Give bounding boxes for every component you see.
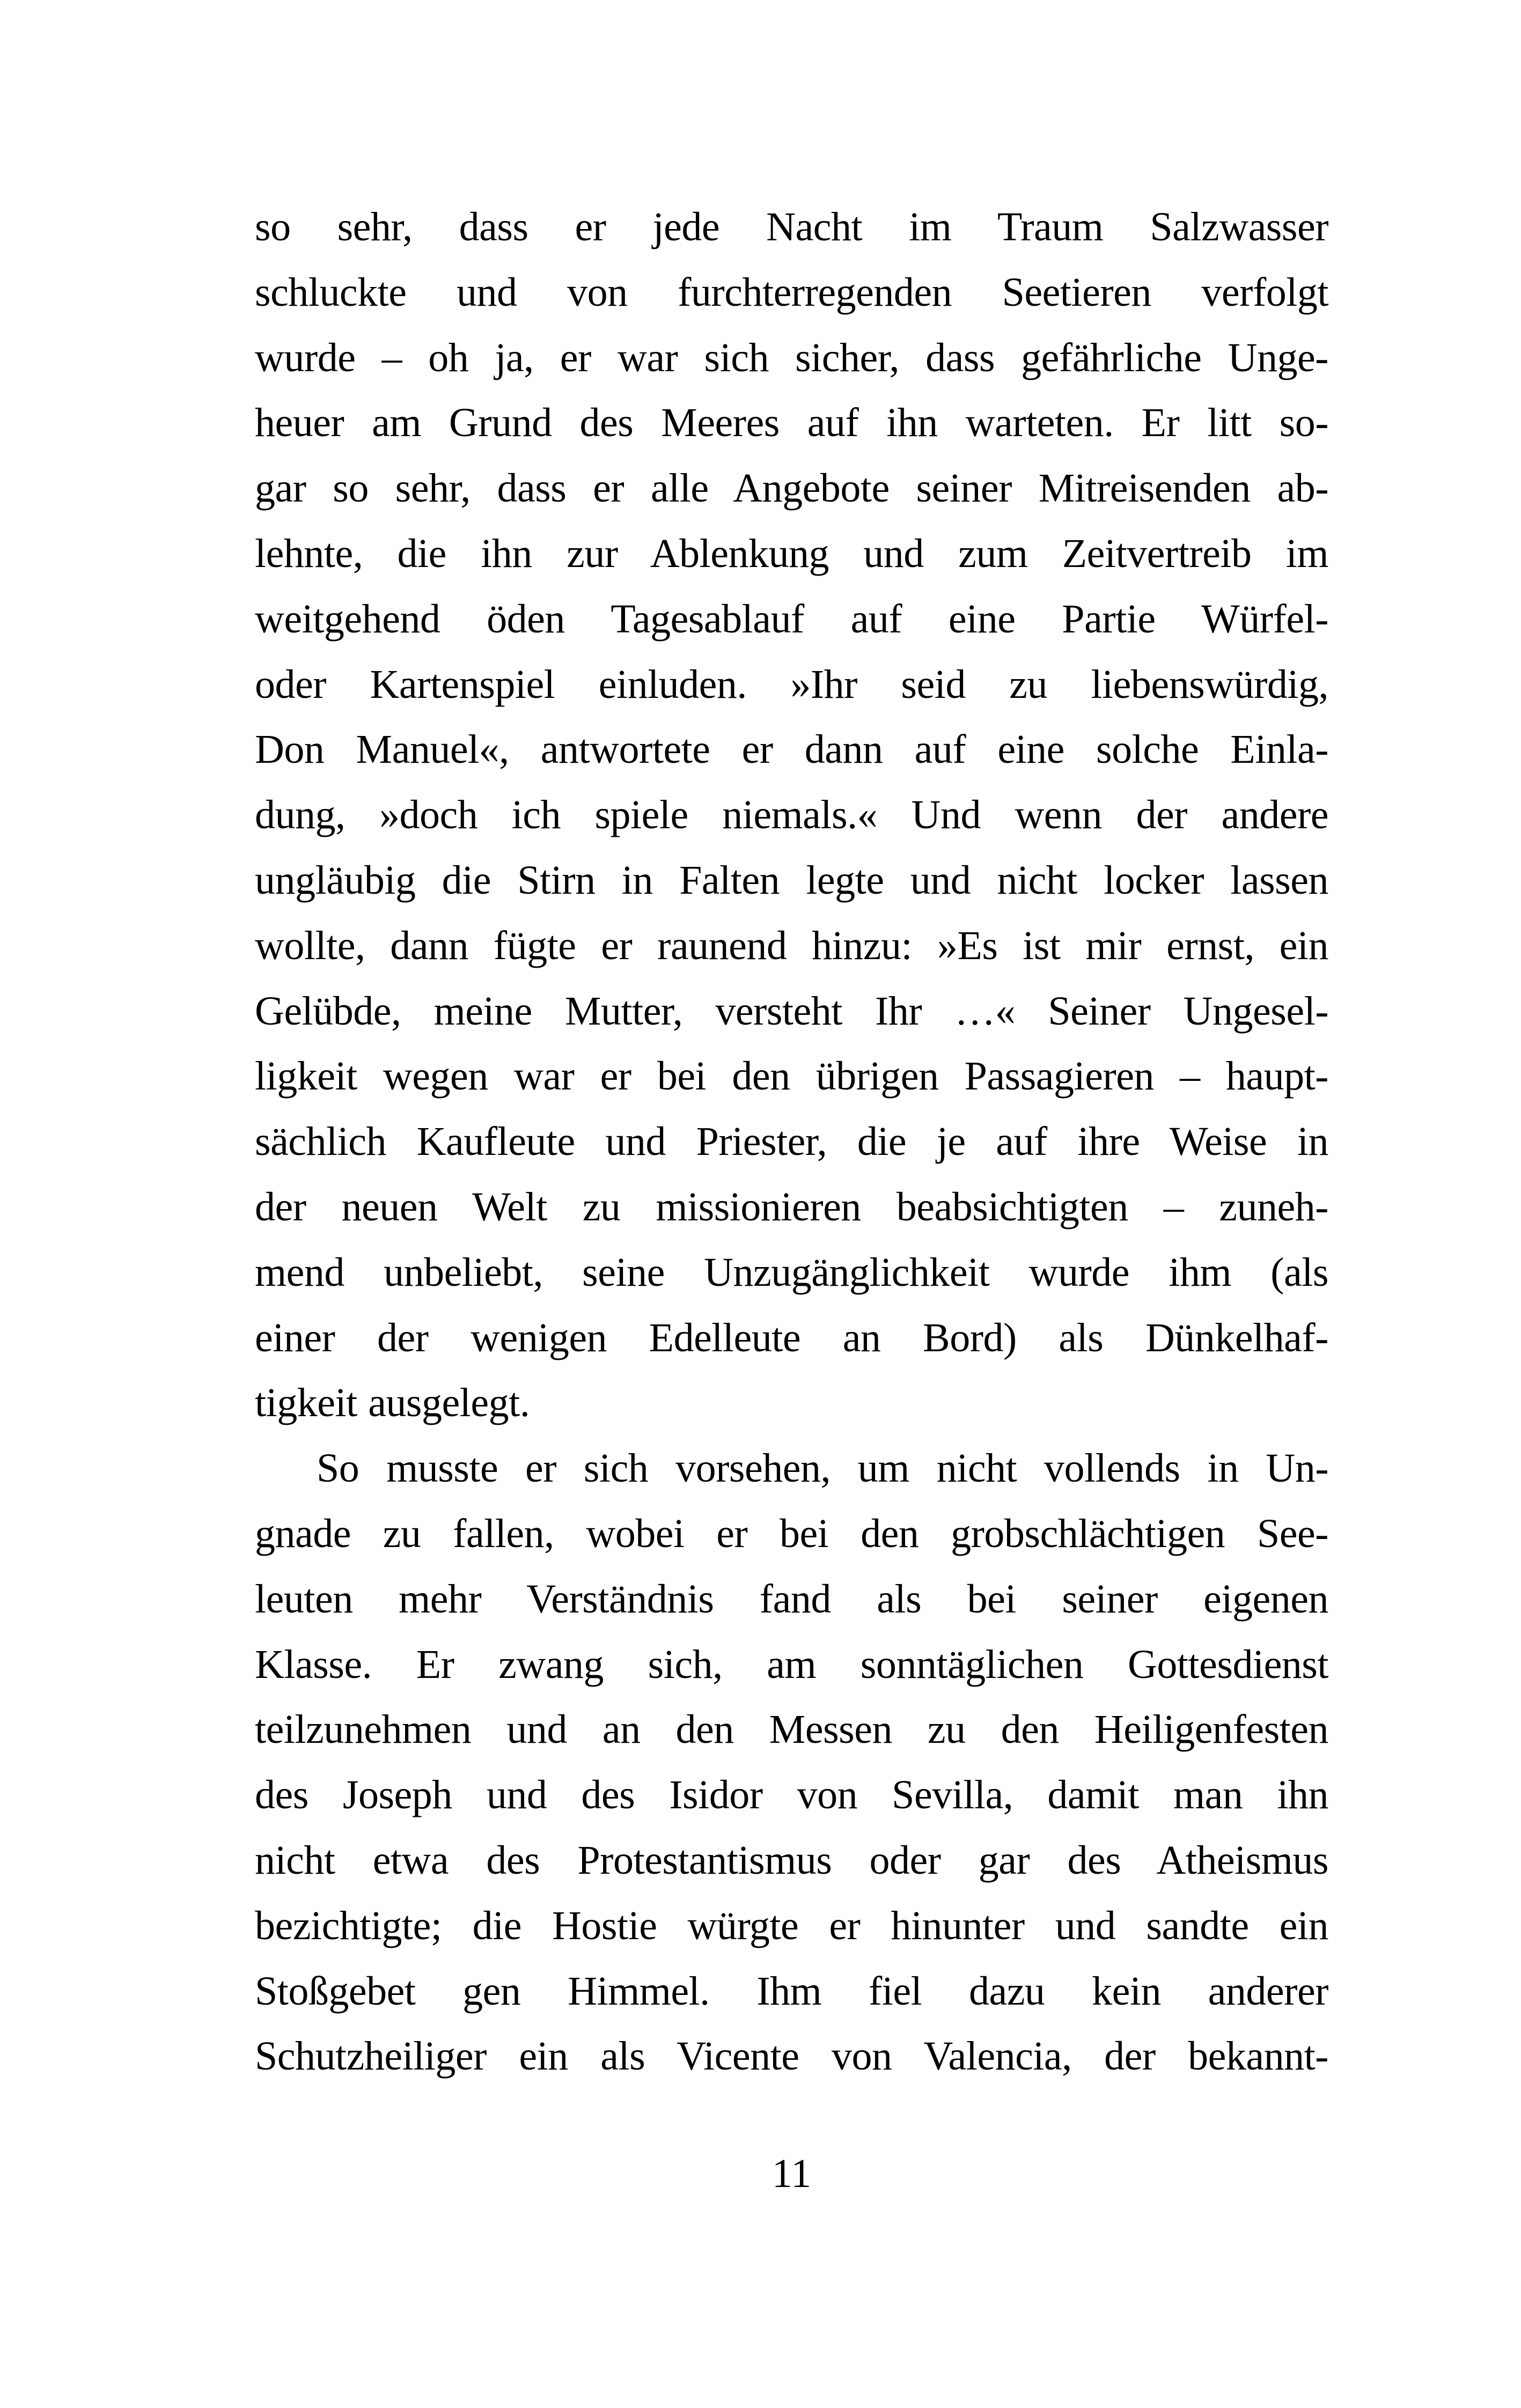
text-line: schluckte und von furchterregenden Seetieren verfolgt: [255, 269, 1328, 315]
text-line: bezichtigte; die Hostie würgte er hinunter und sandte ein: [255, 1903, 1328, 1948]
text-line: ungläubig die Stirn in Falten legte und nicht locker lassen: [255, 857, 1328, 903]
text-line: ligkeit wegen war er bei den übrigen Passagieren – haupt-: [255, 1054, 1328, 1099]
text-line: Gelübde, meine Mutter, versteht Ihr …« Seiner Ungesel-: [255, 988, 1328, 1034]
text-line: Klasse. Er zwang sich, am sonntäglichen Gottesdienst: [255, 1641, 1328, 1687]
text-line: mend unbeliebt, seine Unzugänglichkeit wurde ihm (als: [255, 1249, 1328, 1295]
text-line-paragraph-end: tigkeit ausgelegt.: [255, 1380, 530, 1426]
text-line: lehnte, die ihn zur Ablenkung und zum Zeitvertreib im: [255, 531, 1328, 576]
text-line: nicht etwa des Protestantismus oder gar des Atheismus: [255, 1837, 1328, 1883]
text-line: gnade zu fallen, wobei er bei den grobschlächtigen See-: [255, 1511, 1328, 1556]
text-line-paragraph-start: So musste er sich vorsehen, um nicht vollends in Un-: [317, 1446, 1328, 1491]
text-line: wollte, dann fügte er raunend hinzu: »Es ist mir ernst, ein: [255, 923, 1328, 968]
body-text: [255, 195, 1328, 2089]
text-line: teilzunehmen und an den Messen zu den Heiligenfesten: [255, 1707, 1328, 1752]
text-line: einer der wenigen Edelleute an Bord) als Dünkelhaf-: [255, 1315, 1328, 1360]
text-line: oder Kartenspiel einluden. »Ihr seid zu liebenswürdig,: [255, 661, 1328, 707]
text-line: so sehr, dass er jede Nacht im Traum Salzwasser: [255, 204, 1328, 249]
text-line: dung, »doch ich spiele niemals.« Und wenn der andere: [255, 792, 1328, 838]
text-line: der neuen Welt zu missionieren beabsichtigten – zuneh-: [255, 1184, 1328, 1229]
text-line: des Joseph und des Isidor von Sevilla, damit man ihn: [255, 1772, 1328, 1818]
text-line: wurde – oh ja, er war sich sicher, dass gefährliche Unge-: [255, 335, 1328, 380]
text-line: heuer am Grund des Meeres auf ihn warteten. Er litt so-: [255, 400, 1328, 446]
text-line: weitgehend öden Tagesablauf auf eine Partie Würfel-: [255, 596, 1328, 642]
text-line: gar so sehr, dass er alle Angebote seiner Mitreisenden ab-: [255, 466, 1328, 511]
text-line: leuten mehr Verständnis fand als bei seiner eigenen: [255, 1576, 1328, 1622]
text-line: Don Manuel«, antwortete er dann auf eine solche Einla-: [255, 727, 1328, 772]
text-line: sächlich Kaufleute und Priester, die je auf ihre Weise in: [255, 1119, 1328, 1165]
text-line: Stoßgebet gen Himmel. Ihm fiel dazu kein anderer: [255, 1968, 1328, 2014]
text-line: Schutzheiliger ein als Vicente von Valencia, der bekannt-: [255, 2034, 1328, 2079]
page-number: 11: [771, 2151, 812, 2196]
